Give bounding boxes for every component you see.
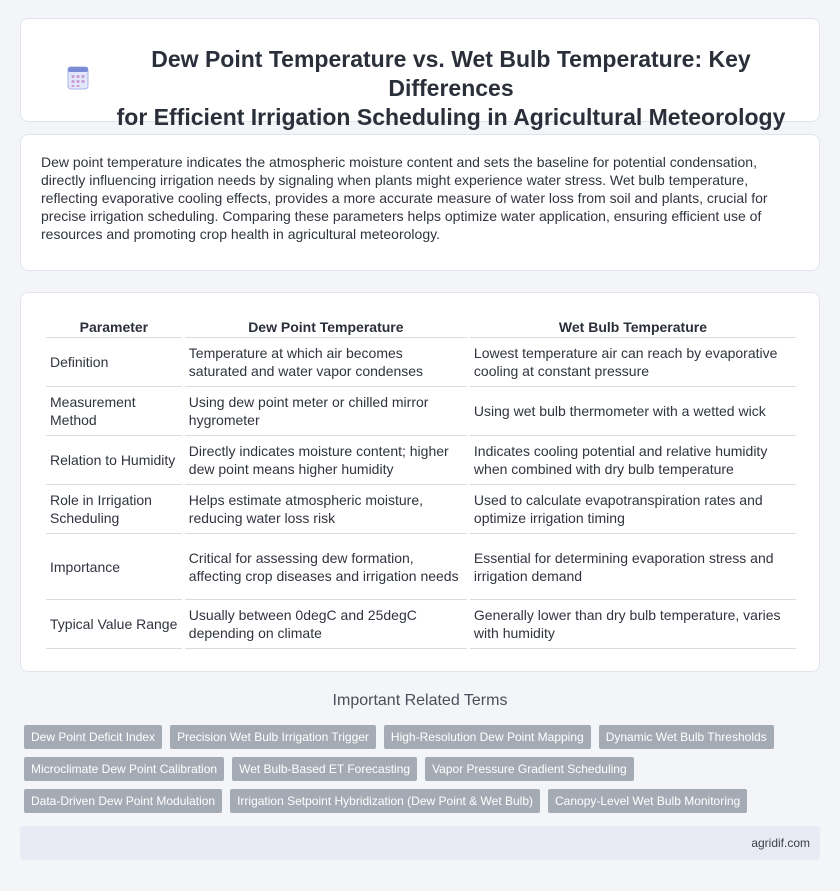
header-parameter: Parameter bbox=[46, 317, 182, 338]
related-terms-tags bbox=[24, 725, 814, 821]
related-term-tag[interactable]: Wet Bulb-Based ET Forecasting bbox=[232, 757, 417, 781]
table-row bbox=[46, 600, 796, 649]
table-cell: Using dew point meter or chilled mirror hygrometer bbox=[185, 387, 467, 436]
comparison-table-card bbox=[20, 292, 820, 672]
related-term-tag[interactable]: Microclimate Dew Point Calibration bbox=[24, 757, 224, 781]
table-header-row bbox=[46, 317, 796, 338]
table-cell: Measurement Method bbox=[46, 387, 182, 436]
related-term-tag[interactable]: High-Resolution Dew Point Mapping bbox=[384, 725, 591, 749]
table-cell: Helps estimate atmospheric moisture, reducing water loss risk bbox=[185, 485, 467, 534]
table-cell: Critical for assessing dew formation, affecting crop diseases and irrigation needs bbox=[185, 534, 467, 600]
table-cell: Generally lower than dry bulb temperature, varies with humidity bbox=[470, 600, 796, 649]
table-cell: Using wet bulb thermometer with a wetted wick bbox=[470, 387, 796, 436]
table-row bbox=[46, 436, 796, 485]
table-cell: Directly indicates moisture content; higher dew point means higher humidity bbox=[185, 436, 467, 485]
related-term-tag[interactable]: Canopy-Level Wet Bulb Monitoring bbox=[548, 789, 747, 813]
related-term-tag[interactable]: Dew Point Deficit Index bbox=[24, 725, 162, 749]
tag-row bbox=[24, 757, 814, 781]
title-card bbox=[20, 18, 820, 130]
table-cell: Essential for determining evaporation stress and irrigation demand bbox=[470, 534, 796, 600]
document-grid-icon bbox=[67, 66, 89, 90]
table-cell: Typical Value Range bbox=[46, 600, 182, 649]
intro-card bbox=[20, 134, 820, 271]
table-cell: Importance bbox=[46, 534, 182, 600]
related-term-tag[interactable]: Precision Wet Bulb Irrigation Trigger bbox=[170, 725, 376, 749]
table-row bbox=[46, 338, 796, 387]
table-cell: Definition bbox=[46, 338, 182, 387]
table-cell: Lowest temperature air can reach by evaporative cooling at constant pressure bbox=[470, 338, 796, 387]
related-term-tag[interactable]: Irrigation Setpoint Hybridization (Dew Point & Wet Bulb) bbox=[230, 789, 540, 813]
header-wet-bulb: Wet Bulb Temperature bbox=[470, 317, 796, 338]
page-title-line2: for Efficient Irrigation Scheduling in Agricultural Meteorology bbox=[116, 104, 786, 130]
table-cell: Temperature at which air becomes saturated and water vapor condenses bbox=[185, 338, 467, 387]
table-cell: Used to calculate evapotranspiration rates and optimize irrigation timing bbox=[470, 485, 796, 534]
footer-site-link[interactable]: agridif.com bbox=[751, 836, 810, 850]
table-cell: Relation to Humidity bbox=[46, 436, 182, 485]
table-row bbox=[46, 387, 796, 436]
tag-row bbox=[24, 725, 814, 749]
table-row bbox=[46, 534, 796, 600]
table-cell: Usually between 0degC and 25degC depending on climate bbox=[185, 600, 467, 649]
page-title bbox=[91, 45, 811, 132]
related-term-tag[interactable]: Data-Driven Dew Point Modulation bbox=[24, 789, 222, 813]
related-term-tag[interactable]: Vapor Pressure Gradient Scheduling bbox=[425, 757, 634, 781]
related-term-tag[interactable]: Dynamic Wet Bulb Thresholds bbox=[599, 725, 774, 749]
related-terms-title: Important Related Terms bbox=[332, 692, 508, 709]
header-dew-point: Dew Point Temperature bbox=[185, 317, 467, 338]
table-cell: Role in Irrigation Scheduling bbox=[46, 485, 182, 534]
tag-row bbox=[24, 789, 814, 813]
page-title-line1: Dew Point Temperature vs. Wet Bulb Temperature: Key Differences bbox=[151, 46, 751, 101]
intro-paragraph: Dew point temperature indicates the atmospheric moisture content and sets the baseline for potential condensation, directly influencing irrigation needs by signaling when plants might experience water stress. Wet bulb temperature, reflecting evaporative cooling effects, provides a more accurate measure of water loss from soil and plants, crucial for precise irrigation scheduling. Comparing these parameters helps optimize water application, ensuring efficient use of resources and promoting crop health in agricultural meteorology. bbox=[41, 154, 768, 242]
footer-bar bbox=[20, 826, 820, 860]
comparison-table bbox=[43, 317, 799, 649]
table-cell: Indicates cooling potential and relative humidity when combined with dry bulb temperature bbox=[470, 436, 796, 485]
table-row bbox=[46, 485, 796, 534]
